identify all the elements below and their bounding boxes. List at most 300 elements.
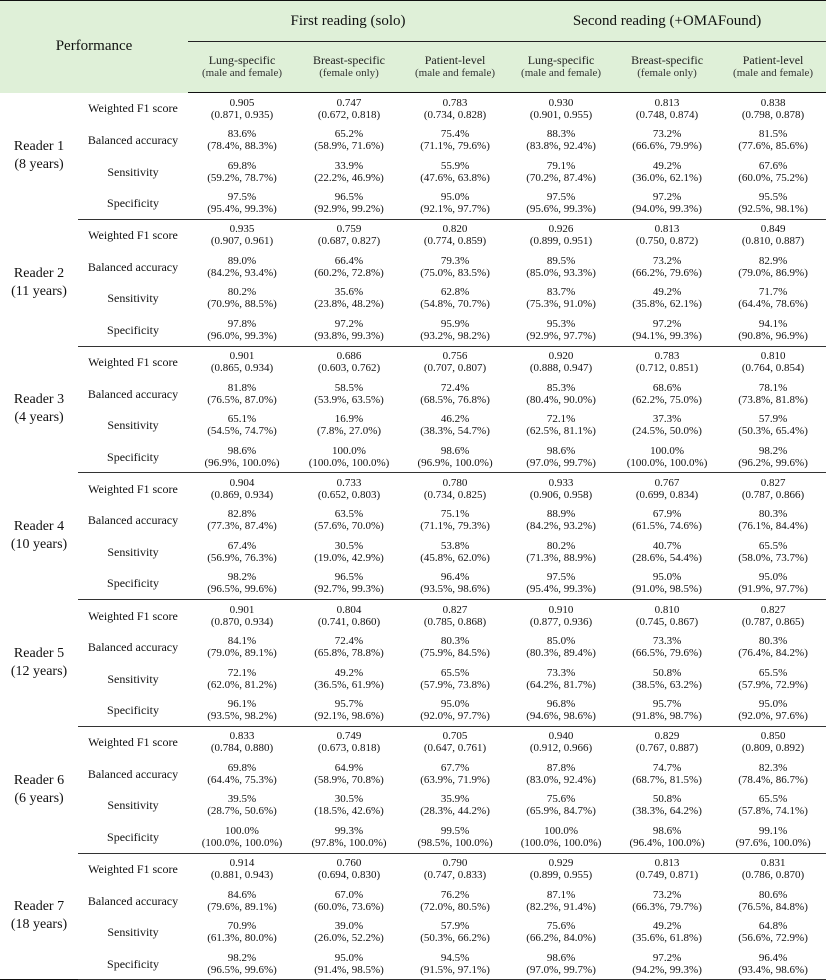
value-cell <box>508 663 614 695</box>
column-subtitle: (female only) <box>637 67 697 79</box>
reader-label <box>0 473 78 600</box>
value-cell <box>402 631 508 663</box>
confidence-interval: (77.6%, 85.6%) <box>738 140 808 153</box>
value-cell <box>296 188 402 220</box>
value-cell <box>508 156 614 188</box>
metric-label: Balanced accuracy <box>87 133 179 148</box>
point-estimate: 75.4% <box>440 128 470 141</box>
point-estimate: 0.827 <box>442 603 468 616</box>
confidence-interval: (97.0%, 99.7%) <box>526 963 596 976</box>
table-row <box>0 504 826 536</box>
point-estimate: 66.4% <box>334 254 364 267</box>
point-estimate: 95.0% <box>758 571 788 584</box>
value-cell <box>720 916 826 948</box>
confidence-interval: (78.4%, 88.3%) <box>207 140 277 153</box>
point-estimate: 55.9% <box>440 159 470 172</box>
value-cell <box>508 821 614 853</box>
table-row <box>0 695 826 727</box>
value-cell <box>720 314 826 346</box>
column-header <box>402 42 508 93</box>
column-header <box>508 42 614 93</box>
confidence-interval: (100.0%, 100.0%) <box>308 456 390 469</box>
metric-label: Specificity <box>78 314 188 346</box>
value-cell <box>614 916 720 948</box>
point-estimate: 97.2% <box>652 191 682 204</box>
value-cell <box>508 346 614 378</box>
point-estimate: 50.8% <box>652 666 682 679</box>
metric-label: Sensitivity <box>107 671 159 686</box>
point-estimate: 0.914 <box>229 857 255 870</box>
confidence-interval: (64.4%, 78.6%) <box>738 298 808 311</box>
point-estimate: 81.8% <box>227 381 257 394</box>
point-estimate: 0.783 <box>654 350 680 363</box>
value-cell <box>614 219 720 251</box>
point-estimate: 100.0% <box>225 824 259 837</box>
confidence-interval: (57.9%, 73.8%) <box>420 678 490 691</box>
confidence-interval: (24.5%, 50.0%) <box>632 425 702 438</box>
point-estimate: 100.0% <box>332 444 366 457</box>
value-cell <box>614 409 720 441</box>
column-subtitle: (male and female) <box>521 67 602 79</box>
confidence-interval: (78.4%, 86.7%) <box>738 773 808 786</box>
confidence-interval: (0.687, 0.827) <box>317 235 381 248</box>
confidence-interval: (7.8%, 27.0%) <box>316 425 382 438</box>
point-estimate: 58.5% <box>334 381 364 394</box>
reader-years: (11 years) <box>11 283 67 299</box>
metric-label: Sensitivity <box>107 164 159 179</box>
confidence-interval: (93.2%, 98.2%) <box>420 329 490 342</box>
value-cell <box>296 156 402 188</box>
confidence-interval: (93.4%, 98.6%) <box>738 963 808 976</box>
value-cell <box>188 219 296 251</box>
confidence-interval: (62.2%, 75.0%) <box>632 393 702 406</box>
reader-years: (12 years) <box>10 663 68 679</box>
confidence-interval: (58.9%, 70.8%) <box>314 773 384 786</box>
metric-label: Specificity <box>78 695 188 727</box>
point-estimate: 76.2% <box>440 888 470 901</box>
point-estimate: 53.8% <box>440 539 470 552</box>
table-row <box>0 251 826 283</box>
point-estimate: 65.5% <box>758 539 788 552</box>
confidence-interval: (0.865, 0.934) <box>210 362 274 375</box>
reader-years: (10 years) <box>10 537 68 553</box>
point-estimate: 87.1% <box>546 888 576 901</box>
confidence-interval: (75.3%, 91.0%) <box>526 298 596 311</box>
column-header <box>614 42 720 93</box>
metric-label: Sensitivity <box>107 291 159 306</box>
confidence-interval: (35.6%, 61.8%) <box>632 932 702 945</box>
value-cell <box>508 314 614 346</box>
point-estimate: 98.6% <box>546 951 576 964</box>
confidence-interval: (90.8%, 96.9%) <box>738 329 808 342</box>
confidence-interval: (57.8%, 74.1%) <box>738 805 808 818</box>
point-estimate: 0.747 <box>336 96 362 109</box>
reader-label <box>0 726 78 853</box>
reader-name: Reader 6 <box>13 772 65 788</box>
performance-header: Performance <box>0 1 188 93</box>
value-cell <box>296 473 402 505</box>
value-cell <box>720 283 826 315</box>
value-cell <box>296 251 402 283</box>
value-cell <box>720 758 826 790</box>
point-estimate: 75.6% <box>546 793 576 806</box>
point-estimate: 0.850 <box>760 730 786 743</box>
point-estimate: 98.2% <box>758 444 788 457</box>
value-cell <box>188 631 296 663</box>
point-estimate: 73.3% <box>652 635 682 648</box>
point-estimate: 97.2% <box>334 317 364 330</box>
point-estimate: 98.6% <box>546 444 576 457</box>
confidence-interval: (0.652, 0.803) <box>317 488 381 501</box>
confidence-interval: (0.870, 0.934) <box>210 615 274 628</box>
point-estimate: 95.0% <box>440 698 470 711</box>
value-cell <box>508 726 614 758</box>
value-cell <box>402 600 508 632</box>
confidence-interval: (64.2%, 81.7%) <box>526 678 596 691</box>
confidence-interval: (47.6%, 63.8%) <box>420 171 490 184</box>
value-cell <box>614 251 720 283</box>
confidence-interval: (96.4%, 100.0%) <box>629 836 705 849</box>
confidence-interval: (85.0%, 93.3%) <box>526 266 596 279</box>
value-cell <box>188 695 296 727</box>
value-cell <box>508 885 614 917</box>
reader-label <box>0 600 78 727</box>
confidence-interval: (76.4%, 84.2%) <box>738 647 808 660</box>
value-cell <box>508 93 614 125</box>
point-estimate: 95.0% <box>334 951 364 964</box>
table-row <box>0 124 826 156</box>
confidence-interval: (0.798, 0.878) <box>741 108 805 121</box>
value-cell <box>614 283 720 315</box>
table-row <box>0 726 826 758</box>
value-cell <box>614 948 720 980</box>
point-estimate: 64.9% <box>334 761 364 774</box>
confidence-interval: (0.906, 0.958) <box>529 488 593 501</box>
confidence-interval: (92.0%, 97.7%) <box>420 710 490 723</box>
value-cell <box>402 504 508 536</box>
table-body <box>0 93 826 980</box>
confidence-interval: (56.6%, 72.9%) <box>738 932 808 945</box>
point-estimate: 0.901 <box>229 603 255 616</box>
point-estimate: 73.2% <box>652 128 682 141</box>
value-cell <box>188 93 296 125</box>
value-cell <box>402 695 508 727</box>
value-cell <box>614 156 720 188</box>
point-estimate: 84.1% <box>227 635 257 648</box>
table-row <box>0 93 826 125</box>
confidence-interval: (0.871, 0.935) <box>210 108 274 121</box>
value-cell <box>188 409 296 441</box>
confidence-interval: (92.0%, 97.6%) <box>738 710 808 723</box>
confidence-interval: (92.7%, 99.3%) <box>314 583 384 596</box>
confidence-interval: (94.1%, 99.3%) <box>632 329 702 342</box>
confidence-interval: (93.5%, 98.2%) <box>207 710 277 723</box>
value-cell <box>720 885 826 917</box>
confidence-interval: (0.881, 0.943) <box>210 869 274 882</box>
point-estimate: 0.733 <box>336 476 362 489</box>
value-cell <box>508 124 614 156</box>
value-cell <box>720 695 826 727</box>
value-cell <box>402 378 508 410</box>
point-estimate: 0.833 <box>229 730 255 743</box>
point-estimate: 0.756 <box>442 350 468 363</box>
confidence-interval: (64.4%, 75.3%) <box>207 773 277 786</box>
confidence-interval: (100.0%, 100.0%) <box>201 836 283 849</box>
confidence-interval: (0.901, 0.955) <box>529 108 593 121</box>
confidence-interval: (96.0%, 99.3%) <box>207 329 277 342</box>
metric-label: Balanced accuracy <box>87 640 179 655</box>
confidence-interval: (0.672, 0.818) <box>317 108 381 121</box>
confidence-interval: (91.0%, 98.5%) <box>632 583 702 596</box>
reader-name: Reader 7 <box>13 899 65 915</box>
confidence-interval: (0.748, 0.874) <box>635 108 699 121</box>
value-cell <box>188 346 296 378</box>
point-estimate: 81.5% <box>758 128 788 141</box>
confidence-interval: (91.4%, 98.5%) <box>314 963 384 976</box>
table-row <box>0 346 826 378</box>
reader-years: (6 years) <box>14 790 64 806</box>
table-row <box>0 219 826 251</box>
metric-label: Balanced accuracy <box>87 513 179 528</box>
value-cell <box>188 536 296 568</box>
value-cell <box>296 409 402 441</box>
table-row <box>0 473 826 505</box>
value-cell <box>296 441 402 473</box>
value-cell <box>720 631 826 663</box>
value-cell <box>614 853 720 885</box>
point-estimate: 79.1% <box>546 159 576 172</box>
reader-label <box>0 93 78 220</box>
value-cell <box>402 441 508 473</box>
value-cell <box>402 758 508 790</box>
value-cell <box>720 948 826 980</box>
value-cell <box>188 758 296 790</box>
value-cell <box>508 188 614 220</box>
point-estimate: 67.9% <box>652 508 682 521</box>
confidence-interval: (96.9%, 100.0%) <box>204 456 280 469</box>
confidence-interval: (92.5%, 98.1%) <box>738 203 808 216</box>
column-header <box>296 42 402 93</box>
column-title: Breast-specific <box>313 53 385 67</box>
value-cell <box>614 93 720 125</box>
table-row <box>0 790 826 822</box>
value-cell <box>720 409 826 441</box>
column-title: Lung-specific <box>208 53 276 67</box>
metric-label: Sensitivity <box>107 544 159 559</box>
confidence-interval: (98.5%, 100.0%) <box>417 836 493 849</box>
point-estimate: 0.920 <box>548 350 574 363</box>
table-row <box>0 441 826 473</box>
confidence-interval: (0.786, 0.870) <box>741 869 805 882</box>
point-estimate: 79.3% <box>440 254 470 267</box>
point-estimate: 67.0% <box>334 888 364 901</box>
value-cell <box>614 631 720 663</box>
value-cell <box>296 663 402 695</box>
confidence-interval: (97.8%, 100.0%) <box>311 836 387 849</box>
confidence-interval: (0.774, 0.859) <box>423 235 487 248</box>
value-cell <box>296 821 402 853</box>
value-cell <box>402 314 508 346</box>
point-estimate: 69.8% <box>227 159 257 172</box>
confidence-interval: (61.5%, 74.6%) <box>632 520 702 533</box>
point-estimate: 0.790 <box>442 857 468 870</box>
value-cell <box>188 916 296 948</box>
point-estimate: 97.5% <box>546 571 576 584</box>
metric-label: Sensitivity <box>107 798 159 813</box>
confidence-interval: (79.6%, 89.1%) <box>207 900 277 913</box>
confidence-interval: (28.3%, 44.2%) <box>420 805 490 818</box>
value-cell <box>296 758 402 790</box>
point-estimate: 80.2% <box>227 286 257 299</box>
value-cell <box>402 663 508 695</box>
table-row <box>0 283 826 315</box>
confidence-interval: (28.6%, 54.4%) <box>632 551 702 564</box>
point-estimate: 82.8% <box>227 508 257 521</box>
metric-label: Weighted F1 score <box>88 481 178 496</box>
confidence-interval: (80.3%, 89.4%) <box>526 647 596 660</box>
point-estimate: 94.5% <box>440 951 470 964</box>
point-estimate: 96.1% <box>227 698 257 711</box>
confidence-interval: (79.0%, 86.9%) <box>738 266 808 279</box>
point-estimate: 89.5% <box>546 254 576 267</box>
value-cell <box>614 441 720 473</box>
point-estimate: 80.3% <box>758 635 788 648</box>
value-cell <box>188 504 296 536</box>
confidence-interval: (0.694, 0.830) <box>317 869 381 882</box>
confidence-interval: (28.7%, 50.6%) <box>207 805 277 818</box>
point-estimate: 78.1% <box>758 381 788 394</box>
confidence-interval: (0.899, 0.955) <box>529 869 593 882</box>
confidence-interval: (0.749, 0.871) <box>635 869 699 882</box>
confidence-interval: (71.1%, 79.3%) <box>420 520 490 533</box>
reader-name: Reader 2 <box>13 265 65 281</box>
point-estimate: 0.804 <box>336 603 362 616</box>
point-estimate: 65.5% <box>758 666 788 679</box>
confidence-interval: (38.5%, 63.2%) <box>632 678 702 691</box>
confidence-interval: (0.734, 0.828) <box>423 108 487 121</box>
confidence-interval: (62.5%, 81.1%) <box>526 425 596 438</box>
point-estimate: 0.933 <box>548 476 574 489</box>
point-estimate: 0.930 <box>548 96 574 109</box>
value-cell <box>296 568 402 600</box>
table-row <box>0 314 826 346</box>
value-cell <box>720 378 826 410</box>
point-estimate: 0.849 <box>760 223 786 236</box>
column-subtitle: (male and female) <box>202 67 283 79</box>
confidence-interval: (0.647, 0.761) <box>423 742 487 755</box>
point-estimate: 80.2% <box>546 539 576 552</box>
point-estimate: 0.810 <box>654 603 680 616</box>
point-estimate: 0.910 <box>548 603 574 616</box>
metric-label: Balanced accuracy <box>87 386 179 401</box>
value-cell <box>614 663 720 695</box>
value-cell <box>614 695 720 727</box>
point-estimate: 98.2% <box>227 951 257 964</box>
value-cell <box>508 568 614 600</box>
value-cell <box>402 251 508 283</box>
point-estimate: 85.3% <box>546 381 576 394</box>
confidence-interval: (57.9%, 72.9%) <box>738 678 808 691</box>
value-cell <box>720 473 826 505</box>
point-estimate: 96.8% <box>546 698 576 711</box>
confidence-interval: (76.5%, 87.0%) <box>207 393 277 406</box>
value-cell <box>508 251 614 283</box>
confidence-interval: (54.5%, 74.7%) <box>207 425 277 438</box>
confidence-interval: (71.3%, 88.9%) <box>526 551 596 564</box>
confidence-interval: (80.4%, 90.0%) <box>526 393 596 406</box>
value-cell <box>614 758 720 790</box>
confidence-interval: (60.0%, 75.2%) <box>738 171 808 184</box>
metric-label: Specificity <box>78 188 188 220</box>
confidence-interval: (53.9%, 63.5%) <box>314 393 384 406</box>
confidence-interval: (45.8%, 62.0%) <box>420 551 490 564</box>
confidence-interval: (35.8%, 62.1%) <box>632 298 702 311</box>
point-estimate: 73.2% <box>652 254 682 267</box>
value-cell <box>402 219 508 251</box>
value-cell <box>508 219 614 251</box>
point-estimate: 80.6% <box>758 888 788 901</box>
value-cell <box>296 504 402 536</box>
point-estimate: 94.1% <box>758 317 788 330</box>
point-estimate: 0.905 <box>229 96 255 109</box>
confidence-interval: (76.5%, 84.8%) <box>738 900 808 913</box>
point-estimate: 99.5% <box>440 824 470 837</box>
value-cell <box>508 378 614 410</box>
point-estimate: 57.9% <box>758 413 788 426</box>
value-cell <box>188 663 296 695</box>
confidence-interval: (0.747, 0.833) <box>423 869 487 882</box>
point-estimate: 0.904 <box>229 476 255 489</box>
point-estimate: 73.2% <box>652 888 682 901</box>
value-cell <box>402 821 508 853</box>
confidence-interval: (65.8%, 78.8%) <box>314 647 384 660</box>
confidence-interval: (36.0%, 62.1%) <box>632 171 702 184</box>
confidence-interval: (63.9%, 71.9%) <box>420 773 490 786</box>
value-cell <box>296 790 402 822</box>
point-estimate: 62.8% <box>440 286 470 299</box>
confidence-interval: (96.2%, 99.6%) <box>738 456 808 469</box>
value-cell <box>188 885 296 917</box>
point-estimate: 83.7% <box>546 286 576 299</box>
point-estimate: 0.827 <box>760 603 786 616</box>
point-estimate: 67.4% <box>227 539 257 552</box>
point-estimate: 100.0% <box>544 824 578 837</box>
table-row <box>0 409 826 441</box>
value-cell <box>720 536 826 568</box>
point-estimate: 84.6% <box>227 888 257 901</box>
point-estimate: 75.1% <box>440 508 470 521</box>
confidence-interval: (96.5%, 99.6%) <box>207 963 277 976</box>
value-cell <box>720 156 826 188</box>
metric-label: Specificity <box>78 948 188 980</box>
confidence-interval: (65.9%, 84.7%) <box>526 805 596 818</box>
confidence-interval: (92.1%, 97.7%) <box>420 203 490 216</box>
point-estimate: 30.5% <box>334 539 364 552</box>
value-cell <box>720 504 826 536</box>
reader-label <box>0 853 78 980</box>
value-cell <box>508 600 614 632</box>
metric-label: Weighted F1 score <box>88 735 178 750</box>
value-cell <box>508 790 614 822</box>
point-estimate: 49.2% <box>334 666 364 679</box>
value-cell <box>296 916 402 948</box>
point-estimate: 0.813 <box>654 223 680 236</box>
column-header <box>188 42 296 93</box>
confidence-interval: (0.745, 0.867) <box>635 615 699 628</box>
value-cell <box>402 568 508 600</box>
value-cell <box>614 346 720 378</box>
point-estimate: 49.2% <box>652 286 682 299</box>
